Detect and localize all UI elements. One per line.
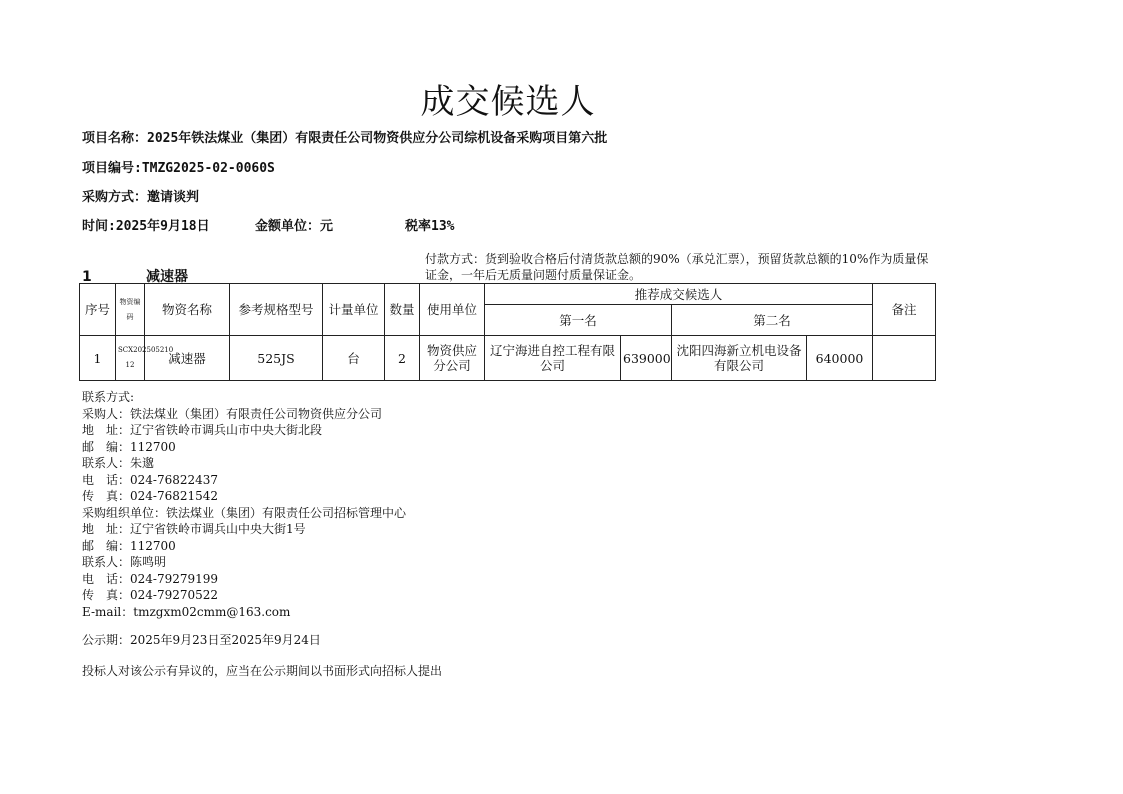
header-qty: 数量 [385,284,420,336]
contact-line: 采购人：铁法煤业（集团）有限责任公司物资供应分公司 [82,406,383,421]
cell-unit: 台 [323,336,385,381]
meta-row [82,215,454,234]
cell-first-company: 辽宁海进自控工程有限公司 [485,336,621,381]
project-name: 项目名称：2025年铁法煤业（集团）有限责任公司物资供应分公司综机设备采购项目第六批 [82,131,608,146]
contact-heading: 联系方式: [82,390,135,404]
cell-name: 减速器 [145,336,230,381]
cell-qty: 2 [385,336,420,381]
publicity-period: 公示期：2025年9月23日至2025年9月24日 [82,633,321,647]
cell-seq: 1 [80,336,116,381]
contact-line: 采购组织单位：铁法煤业（集团）有限责任公司招标管理中心 [82,505,407,520]
cell-user: 物资供应分公司 [420,336,485,381]
contact-line: 邮 编：112700 [82,439,176,454]
contact-line: 联系人：朱邈 [82,456,155,470]
cell-spec: 525JS [230,336,323,381]
contact-email: E-mail：tmzgxm02cmm@163.com [82,604,291,619]
header-seq: 序号 [80,284,116,336]
payment-terms: 付款方式：货到验收合格后付清货款总额的90%（承兑汇票），预留货款总额的10%作为质量保证金，一年后无质量问题付质量保证金。 [425,252,929,282]
currency-unit: 金额单位：元 [255,219,334,234]
cell-remark [873,336,936,381]
candidates-table [79,283,936,381]
header-second: 第二名 [672,305,873,336]
page-title: 成交候选人 [420,82,596,122]
contact-line: 传 真：024-79270522 [82,588,219,602]
objection-notice: 投标人对该公示有异议的，应当在公示期间以书面形式向招标人提出 [82,664,443,678]
cell-second-company: 沈阳四海新立机电设备有限公司 [672,336,807,381]
table-row [80,336,936,381]
cell-second-price: 640000 [807,336,873,381]
header-first: 第一名 [485,305,672,336]
header-candidates: 推荐成交候选人 [485,284,873,305]
header-code: 物资编码 [116,284,145,336]
header-name: 物资名称 [145,284,230,336]
contact-line: 邮 编：112700 [82,538,176,553]
header-remark: 备注 [873,284,936,336]
tax-rate: 税率13% [405,219,455,234]
section-name: 减速器 [146,269,188,285]
contact-line: 地 址：辽宁省铁岭市调兵山中央大街1号 [82,522,306,536]
contact-line: 联系人：陈鸣明 [82,555,167,569]
purchase-method: 采购方式：邀请谈判 [82,190,200,205]
contact-line: 电 话：024-76822437 [82,472,219,487]
header-spec: 参考规格型号 [230,284,323,336]
cell-first-price: 639000 [621,336,672,381]
header-unit: 计量单位 [323,284,385,336]
table-header-row [80,284,936,305]
contact-line: 传 真：024-76821542 [82,489,219,503]
contact-line: 地 址：辽宁省铁岭市调兵山市中央大街北段 [82,423,323,437]
project-number: 项目编号:TMZG2025-02-0060S [82,161,275,176]
contact-line: 电 话：024-79279199 [82,571,219,586]
time: 时间:2025年9月18日 [82,219,210,234]
header-user: 使用单位 [420,284,485,336]
contact-info [82,389,406,620]
section-number: 1 [82,269,92,285]
cell-code: SCX202505210 12 [116,336,145,381]
